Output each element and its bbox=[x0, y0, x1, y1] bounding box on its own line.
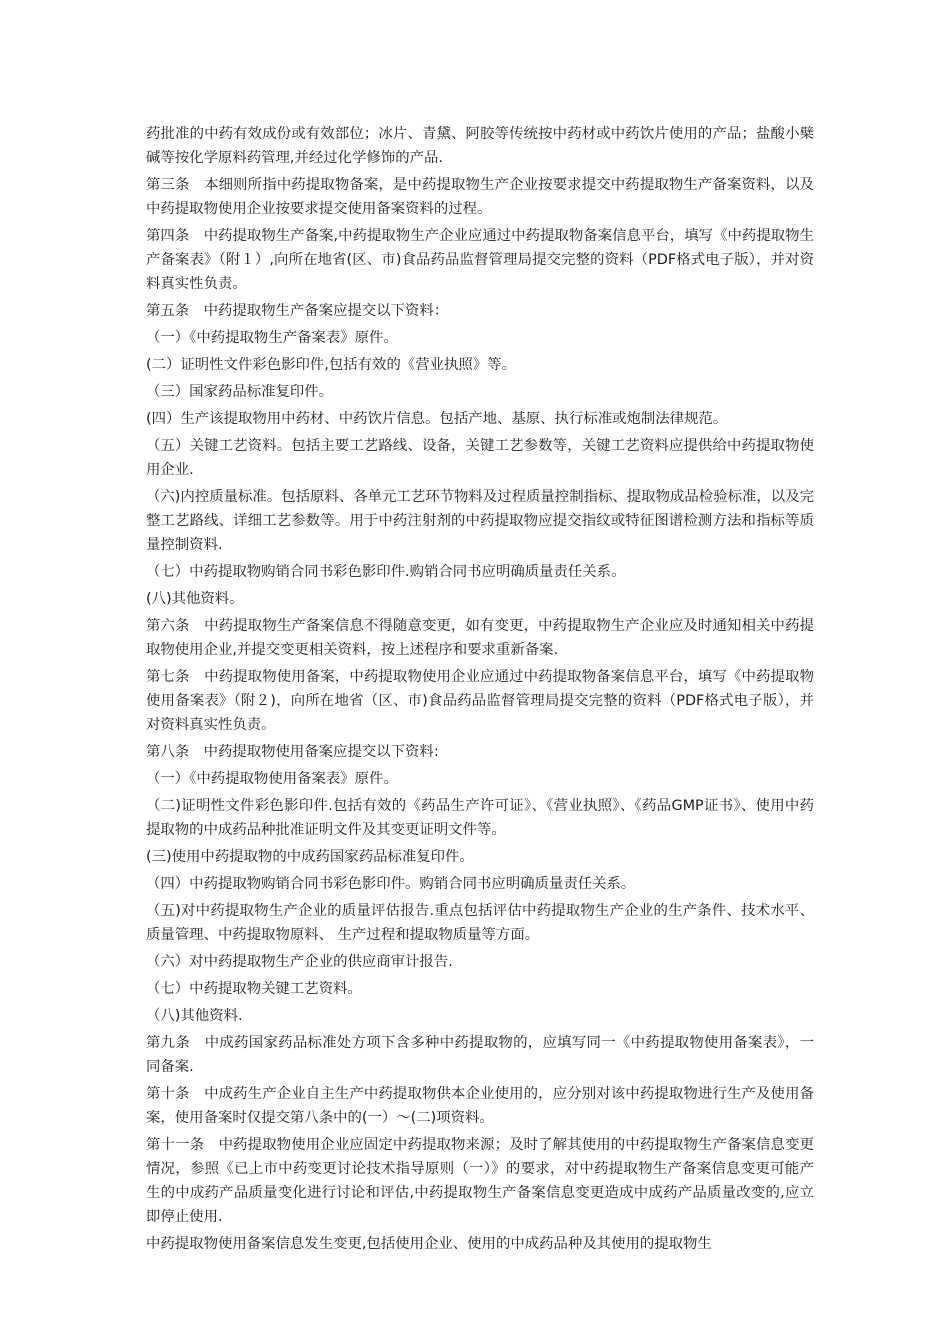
article-8-item-2: （二)证明性文件彩色影印件.包括有效的《药品生产许可证》、《营业执照》、《药品GMP证书》、使用中药提取物的中成药品种批准证明文件及其变更证明文件等。 bbox=[146, 798, 815, 838]
article-6: 第六条 中药提取物生产备案信息不得随意变更，如有变更，中药提取物生产企业应及时通知相关中药提取物使用企业,并提交变更相关资料，按上述程序和要求重新备案. bbox=[146, 618, 814, 658]
article-5: 第五条 中药提取物生产备案应提交以下资料： bbox=[146, 303, 449, 319]
article-5-item-7: （七）中药提取物购销合同书彩色影印件.购销合同书应明确质量责任关系。 bbox=[146, 564, 626, 580]
article-7: 第七条 中药提取物使用备案，中药提取物使用企业应通过中药提取物备案信息平台，填写《中药提取物使用备案表》（附２)，向所在地省（区、市)食品药品监督管理局提交完整的资料（PDF格式电子版），并对资料真实性负责。 bbox=[146, 669, 814, 733]
article-8-item-8: （八)其他资料. bbox=[146, 1008, 243, 1024]
article-5-item-5: （五）关键工艺资料。包括主要工艺路线、设备，关键工艺参数等，关键工艺资料应提供给中药提取物使用企业. bbox=[146, 438, 814, 478]
article-3: 第三条 本细则所指中药提取物备案，是中药提取物生产企业按要求提交中药提取物生产备案资料，以及中药提取物使用企业按要求提交使用备案资料的过程。 bbox=[146, 177, 814, 217]
article-8-item-4: （四）中药提取物购销合同书彩色影印件。购销合同书应明确质量责任关系。 bbox=[146, 876, 636, 892]
article-8: 第八条 中药提取物使用备案应提交以下资料: bbox=[146, 744, 439, 760]
article-8-item-7: （七）中药提取物关键工艺资料。 bbox=[146, 981, 362, 997]
article-5-item-8: (八)其他资料。 bbox=[146, 591, 244, 607]
paragraph-continuation: 药批准的中药有效成份或有效部位；冰片、青黛、阿胶等传统按中药材或中药饮片使用的产品；盐酸小檗碱等按化学原料药管理,并经过化学修饰的产品. bbox=[146, 126, 814, 166]
article-11: 第十一条 中药提取物使用企业应固定中药提取物来源；及时了解其使用的中药提取物生产备案信息变更情况，参照《已上市中药变更讨论技术指导原则（一）》的要求，对中药提取物生产备案信息变更可能产生的中成药产品质量变化进行讨论和评估,中药提取物生产备案信息变更造成中成药产品质量改变的,应立即停止使用. bbox=[146, 1137, 814, 1225]
article-5-item-6: （六)内控质量标准。包括原料、各单元工艺环节物料及过程质量控制指标、提取物成品检验标准，以及完整工艺路线、详细工艺参数等。用于中药注射剂的中药提取物应提交指纹或特征图谱检测方法和指标等质量控制资料. bbox=[146, 489, 814, 553]
article-8-item-6: （六）对中药提取物生产企业的供应商审计报告. bbox=[146, 954, 453, 970]
article-4: 第四条 中药提取物生产备案,中药提取物生产企业应通过中药提取物备案信息平台，填写《中药提取物生产备案表》（附１）,向所在地省(区、市)食品药品监督管理局提交完整的资料（PDF格式电子版），并对资料真实性负责。 bbox=[146, 228, 814, 292]
article-5-item-4: (四）生产该提取物用中药材、中药饮片信息。包括产地、基原、执行标准或炮制法律规范。 bbox=[146, 411, 728, 427]
document-body bbox=[146, 122, 814, 1259]
article-11-continued: 中药提取物使用备案信息发生变更,包括使用企业、使用的中成药品种及其使用的提取物生 bbox=[146, 1236, 712, 1252]
article-5-item-1: （一）《中药提取物生产备案表》原件。 bbox=[146, 330, 398, 346]
article-8-item-1: （一）《中药提取物使用备案表》原件。 bbox=[146, 771, 398, 787]
article-8-item-5: （五)对中药提取物生产企业的质量评估报告.重点包括评估中药提取物生产企业的生产条件、技术水平、质量管理、中药提取物原料、 生产过程和提取物质量等方面。 bbox=[146, 903, 814, 943]
article-5-item-3: （三）国家药品标准复印件。 bbox=[146, 384, 334, 400]
article-8-item-3: (三)使用中药提取物的中成药国家药品标准复印件。 bbox=[146, 849, 474, 865]
article-5-item-2: (二）证明性文件彩色影印件,包括有效的《营业执照》等。 bbox=[146, 357, 516, 373]
article-10: 第十条 中成药生产企业自主生产中药提取物供本企业使用的，应分别对该中药提取物进行生产及使用备案，使用备案时仅提交第八条中的(一）～(二)项资料。 bbox=[146, 1086, 814, 1126]
article-9: 第九条 中成药国家药品标准处方项下含多种中药提取物的，应填写同一《中药提取物使用备案表》，一同备案. bbox=[146, 1035, 814, 1075]
